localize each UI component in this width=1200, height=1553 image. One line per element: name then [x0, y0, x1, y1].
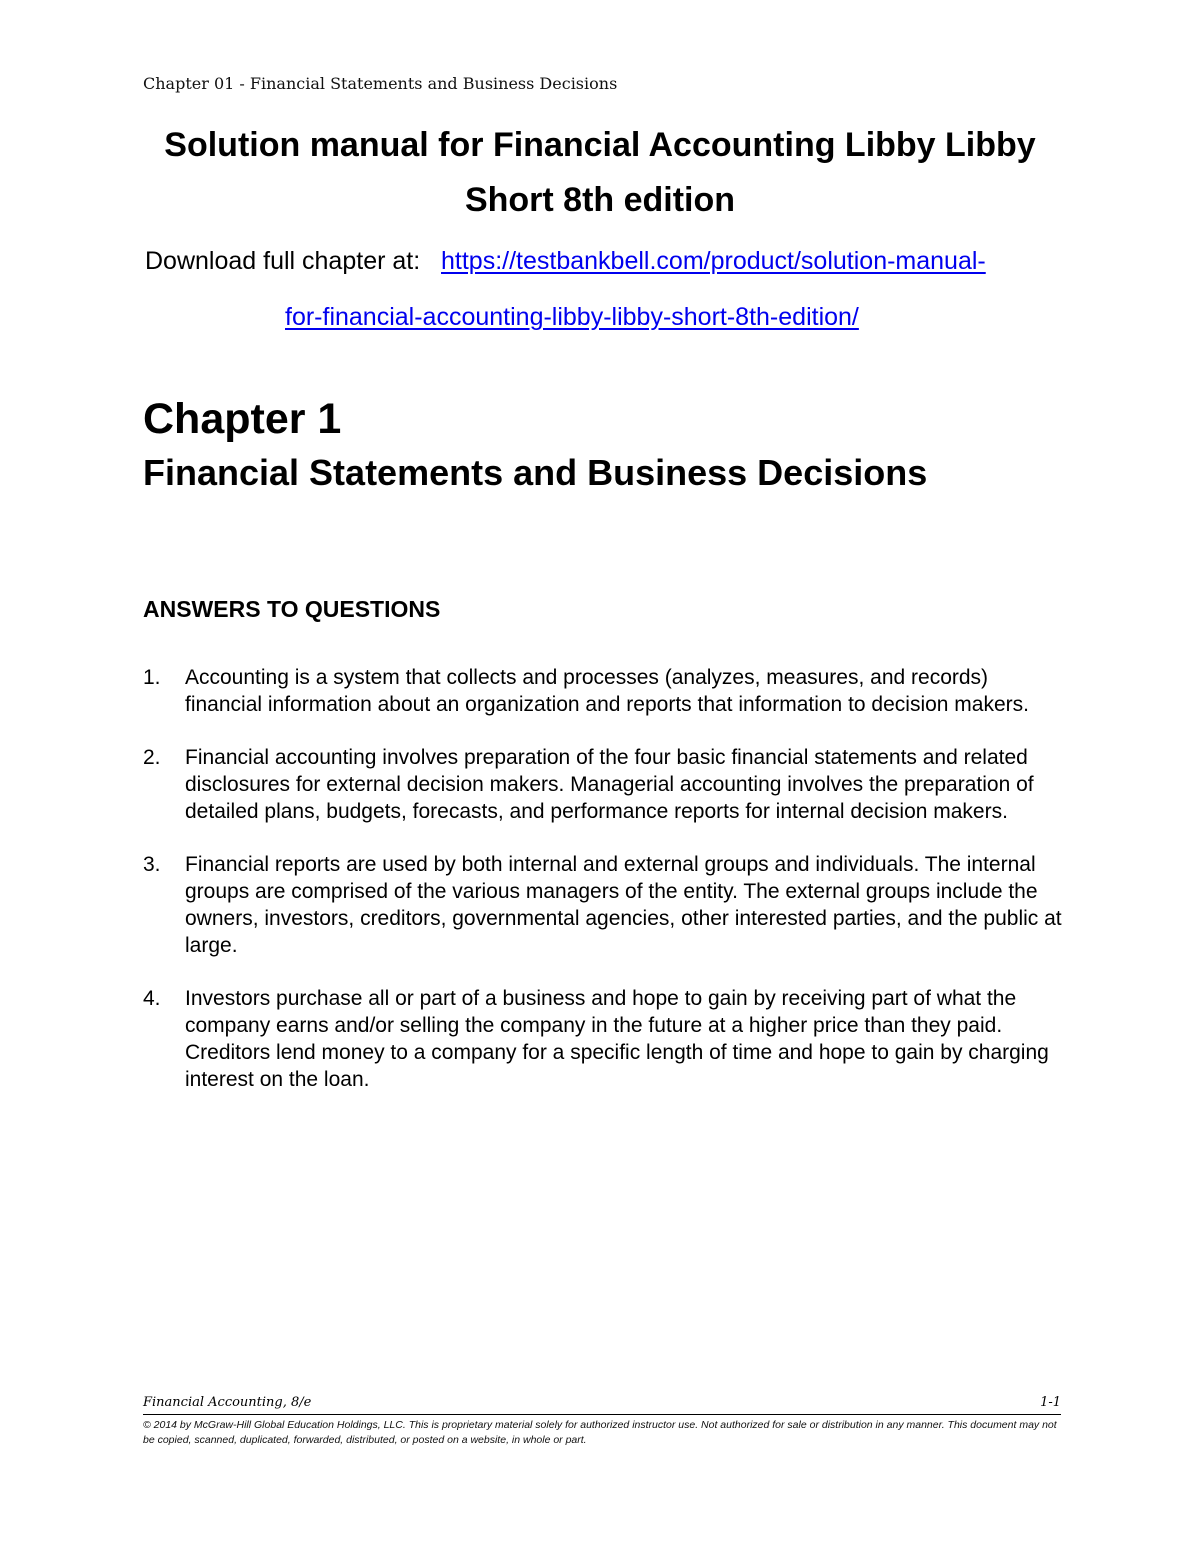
section-heading: ANSWERS TO QUESTIONS	[143, 596, 441, 622]
document-title-line2: Short 8th edition	[464, 181, 736, 219]
answer-item	[143, 664, 1068, 718]
download-label: Download full chapter at:	[145, 247, 421, 275]
document-title-line1: Solution manual for Financial Accounting Libby Libby	[164, 126, 1036, 164]
answer-item	[143, 851, 1068, 959]
download-link-part1[interactable]: https://testbankbell.com/product/solution-manual-	[441, 247, 986, 275]
chapter-title: Financial Statements and Business Decisions	[143, 452, 928, 493]
footer-book-title: Financial Accounting, 8/e	[143, 1395, 312, 1410]
page-footer	[143, 1392, 1061, 1415]
answer-text: Accounting is a system that collects and processes (analyzes, measures, and records) financial information about an organization and reports that information to decision makers.	[185, 666, 1029, 716]
copyright-notice: © 2014 by McGraw-Hill Global Education Holdings, LLC. This is proprietary material solely for authorized instructor use. Not authorized for sale or distribution in any manner. This document may not be copied, scanned, duplicated, forwarded, distributed, or posted on a website, in whole or part.	[143, 1419, 1057, 1446]
answers-list	[143, 664, 1068, 1119]
answer-item	[143, 744, 1068, 825]
running-header: Chapter 01 - Financial Statements and Business Decisions	[143, 74, 618, 93]
download-line	[145, 247, 1105, 276]
answer-text: Investors purchase all or part of a business and hope to gain by receiving part of what the company earns and/or selling the company in the future at a higher price than they paid. Creditors lend money to a company for a specific length of time and hope to gain by charging interest on the loan.	[185, 987, 1049, 1091]
answer-number: 3.	[143, 853, 161, 876]
download-link-part2[interactable]: for-financial-accounting-libby-libby-short-8th-edition/	[285, 303, 859, 331]
download-line-continued	[285, 303, 985, 332]
answer-number: 1.	[143, 666, 161, 689]
answer-number: 2.	[143, 746, 161, 769]
answer-item	[143, 985, 1068, 1093]
answer-number: 4.	[143, 987, 161, 1010]
answer-text: Financial accounting involves preparation of the four basic financial statements and related disclosures for external decision makers. Managerial accounting involves the preparation of detailed plans, budgets, forecasts, and performance reports for internal decision makers.	[185, 746, 1034, 823]
answer-text: Financial reports are used by both internal and external groups and individuals. The internal groups are comprised of the various managers of the entity. The external groups include the owners, investors, creditors, governmental agencies, other interested parties, and the public at large.	[185, 853, 1062, 957]
footer-page-number: 1-1	[1040, 1395, 1061, 1410]
chapter-number: Chapter 1	[143, 395, 342, 443]
